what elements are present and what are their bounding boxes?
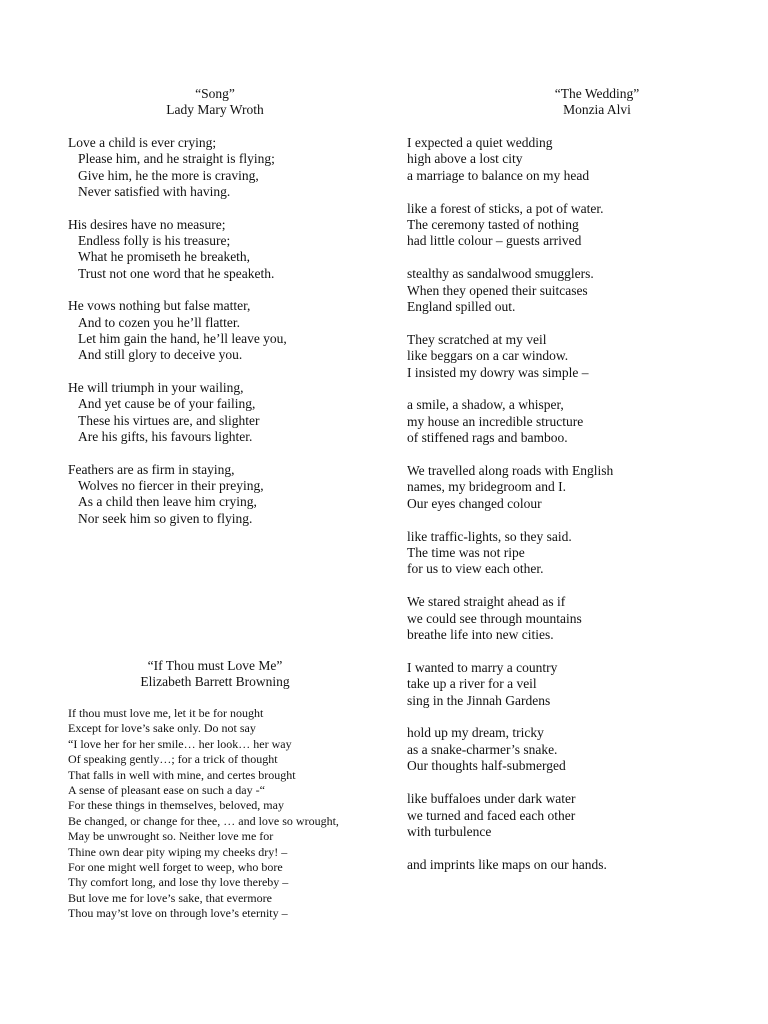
stanza xyxy=(407,857,737,873)
poem-line: That falls in well with mine, and certes brought xyxy=(68,767,296,782)
poem-line: The time was not ripe xyxy=(407,545,525,561)
poem-line: Love a child is ever crying; xyxy=(68,135,217,150)
stanza xyxy=(68,217,368,283)
poem-line: His desires have no measure; xyxy=(68,216,226,232)
poem-line: England spilled out. xyxy=(407,299,516,315)
stanza xyxy=(407,332,737,381)
stanza xyxy=(407,594,737,643)
poem-line: a marriage to balance on my head xyxy=(407,167,590,183)
poem-line: He vows nothing but false matter, xyxy=(68,298,251,314)
stanza xyxy=(407,135,737,184)
stanza xyxy=(407,529,737,578)
stanza xyxy=(407,397,737,446)
poem-line: hold up my dream, tricky xyxy=(407,725,544,741)
poem-line: Trust not one word that he speaketh. xyxy=(78,265,275,281)
poem-line: of stiffened rags and bamboo. xyxy=(407,430,568,446)
poem-line: Are his gifts, his favours lighter. xyxy=(78,429,253,445)
poem-line: For these things in themselves, beloved, may xyxy=(68,798,284,813)
poem-line: like traffic-lights, so they said. xyxy=(407,528,572,544)
poem-line: high above a lost city xyxy=(407,151,523,167)
poem-line: a smile, a shadow, a whisper, xyxy=(407,397,564,413)
poem-title: “If Thou must Love Me” xyxy=(147,658,283,673)
stanza xyxy=(68,462,368,528)
poem-line: He will triumph in your wailing, xyxy=(68,379,244,395)
poem-line: Of speaking gently…; for a trick of thought xyxy=(68,752,278,767)
poem-line: had little colour – guests arrived xyxy=(407,233,582,249)
poem-line: If thou must love me, let it be for nought xyxy=(68,706,264,720)
poem-line: we turned and faced each other xyxy=(407,807,576,823)
poem-line: breathe life into new cities. xyxy=(407,627,554,643)
stanza xyxy=(407,660,737,709)
stanza xyxy=(68,298,368,364)
poem-line: Thy comfort long, and lose thy love thereby – xyxy=(68,875,289,890)
stanza xyxy=(68,135,368,201)
poem-line: I wanted to marry a country xyxy=(407,659,558,675)
poem-line: for us to view each other. xyxy=(407,561,544,577)
poem-line: Be changed, or change for thee, … and love so wrought, xyxy=(68,813,339,828)
poem-line: Our thoughts half-submerged xyxy=(407,758,566,774)
poem-line: As a child then leave him crying, xyxy=(78,494,257,510)
poem-title: “The Wedding” xyxy=(554,86,640,101)
poem-line: and imprints like maps on our hands. xyxy=(407,856,607,872)
poem-line: Thou may’st love on through love’s eternity – xyxy=(68,906,288,921)
poem-line: we could see through mountains xyxy=(407,610,582,626)
stanza xyxy=(407,725,737,774)
poem-body xyxy=(407,135,737,873)
poem-the-wedding xyxy=(407,86,737,873)
poem-line: Thine own dear pity wiping my cheeks dry! – xyxy=(68,844,288,859)
poem-line: Never satisfied with having. xyxy=(78,184,231,200)
stanza xyxy=(407,791,737,840)
poem-line: Except for love’s sake only. Do not say xyxy=(68,721,256,736)
poem-line: Endless folly is his treasure; xyxy=(78,233,231,249)
poem-line: like buffaloes under dark water xyxy=(407,791,576,807)
poem-if-thou-must-love-me xyxy=(68,658,368,922)
poem-author: Elizabeth Barrett Browning xyxy=(140,674,290,689)
poem-line: stealthy as sandalwood smugglers. xyxy=(407,266,594,282)
poem-line: But love me for love’s sake, that evermore xyxy=(68,890,272,905)
poem-line: And to cozen you he’ll flatter. xyxy=(78,314,240,330)
poem-line: as a snake-charmer’s snake. xyxy=(407,741,558,757)
poem-line: Nor seek him so given to flying. xyxy=(78,510,253,526)
poem-line: Feathers are as firm in staying, xyxy=(68,461,235,477)
poem-line: I insisted my dowry was simple – xyxy=(407,364,589,380)
poem-line: my house an incredible structure xyxy=(407,413,584,429)
poem-song xyxy=(68,86,368,527)
poem-line: The ceremony tasted of nothing xyxy=(407,217,579,233)
poem-line: Give him, he the more is craving, xyxy=(78,167,259,183)
poem-author: Lady Mary Wroth xyxy=(166,102,264,117)
poem-line: We stared straight ahead as if xyxy=(407,594,566,610)
poem-line: Wolves no fiercer in their preying, xyxy=(78,477,264,493)
poem-header xyxy=(68,658,362,690)
poem-line: And yet cause be of your failing, xyxy=(78,396,256,412)
poem-line: like a forest of sticks, a pot of water. xyxy=(407,200,604,216)
poem-line: Please him, and he straight is flying; xyxy=(78,151,275,167)
stanza xyxy=(68,380,368,446)
stanza xyxy=(407,266,737,315)
poem-line: sing in the Jinnah Gardens xyxy=(407,692,551,708)
poem-body xyxy=(68,135,368,527)
poem-line: I expected a quiet wedding xyxy=(407,135,553,150)
poem-line: For one might well forget to weep, who bore xyxy=(68,860,283,875)
poem-line: When they opened their suitcases xyxy=(407,282,588,298)
poem-line: with turbulence xyxy=(407,823,492,839)
poem-line: What he promiseth he breaketh, xyxy=(78,249,251,265)
poem-line: A sense of pleasant ease on such a day -“ xyxy=(68,783,265,798)
poem-line: And still glory to deceive you. xyxy=(78,347,243,363)
poem-line: These his virtues are, and slighter xyxy=(78,412,260,428)
poem-line: May be unwrought so. Neither love me for xyxy=(68,829,274,844)
stanza xyxy=(407,463,737,512)
stanza xyxy=(407,201,737,250)
poem-line: take up a river for a veil xyxy=(407,676,537,692)
poem-author: Monzia Alvi xyxy=(563,102,631,117)
poem-line: Let him gain the hand, he’ll leave you, xyxy=(78,331,287,347)
poem-line: Our eyes changed colour xyxy=(407,495,542,511)
poem-line: We travelled along roads with English xyxy=(407,463,614,479)
poem-line: “I love her for her smile… her look… her way xyxy=(68,736,292,751)
poem-body xyxy=(68,706,368,922)
poem-line: They scratched at my veil xyxy=(407,331,547,347)
poem-header xyxy=(407,86,768,118)
poem-title: “Song” xyxy=(195,86,235,101)
poem-header xyxy=(68,86,362,118)
poem-line: names, my bridegroom and I. xyxy=(407,479,566,495)
poem-line: like beggars on a car window. xyxy=(407,348,569,364)
